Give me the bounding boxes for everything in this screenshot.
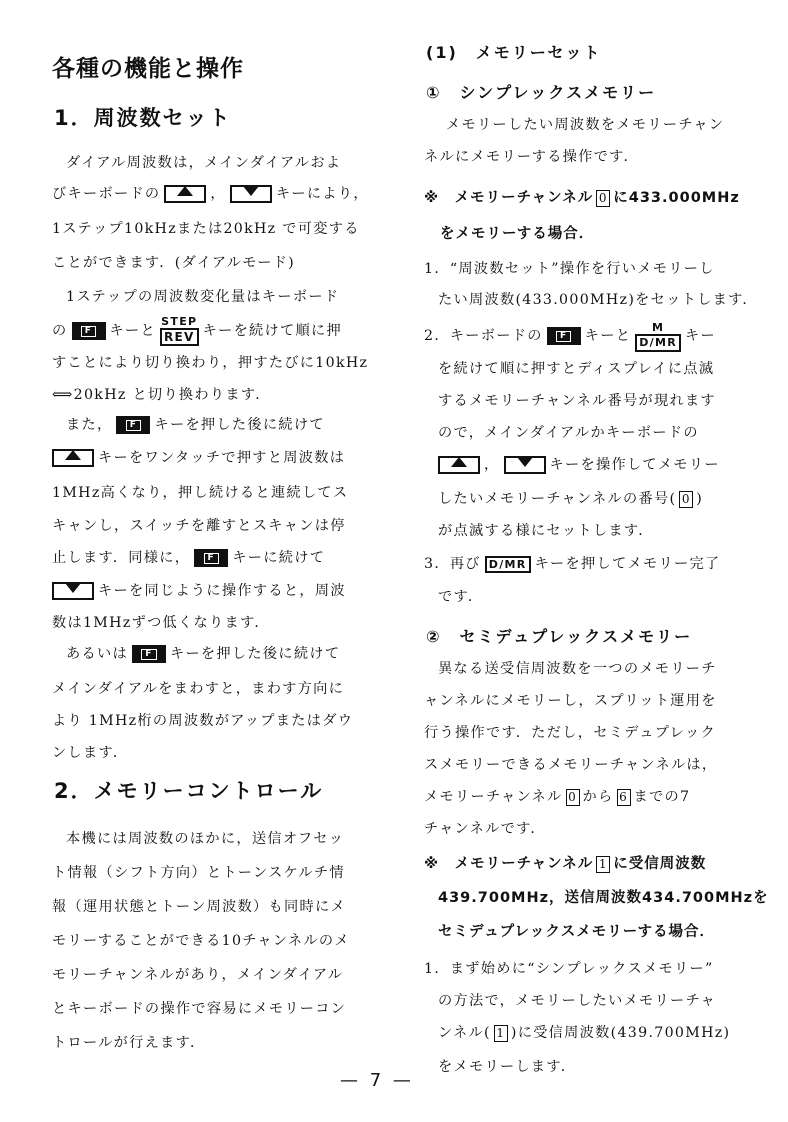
up-key xyxy=(164,185,206,203)
text-line: たい周波数(433.000MHz)をセットします． xyxy=(438,292,758,308)
note-line: ※ メモリーチャンネル 1 に受信周波数 xyxy=(424,856,707,872)
text-line: あるいは F キーを押した後に続けて xyxy=(66,646,341,662)
text-line: ンします． xyxy=(52,745,129,761)
text-line: です． xyxy=(438,589,484,605)
note-line: 439.700MHz，送信周波数434.700MHzを xyxy=(438,890,769,906)
text-line: キーをワンタッチで押すと周波数は xyxy=(52,447,345,467)
text-line: ことができます．(ダイアルモード) xyxy=(52,255,296,271)
text-line: また， F キーを押した後に続けて xyxy=(66,417,325,433)
f-key: F xyxy=(194,549,228,567)
dmr-key: D/MR xyxy=(485,556,531,573)
text-line: 止します．同様に， F キーに続けて xyxy=(52,550,326,566)
f-key: F xyxy=(116,416,150,434)
text-line: 3．再び D/MR キーを押してメモリー完了 xyxy=(424,556,721,572)
section1-heading: 1．周波数セット xyxy=(54,106,232,130)
text-line: するメモリーチャンネル番号が現れます xyxy=(438,393,716,409)
text-line: の F キーと STEP REV キーを続けて順に押 xyxy=(52,315,342,344)
down-arrow-icon xyxy=(65,583,81,593)
text-line: が点滅する様にセットします． xyxy=(438,523,654,539)
text-line: メインダイアルをまわすと，まわす方向に xyxy=(52,681,345,697)
text-line: すことにより切り換わり，押すたびに10kHz xyxy=(52,355,369,371)
text-line: ダイアル周波数は，メインダイアルおよ xyxy=(66,155,342,171)
text-line: ので，メインダイアルかキーボードの xyxy=(438,425,699,441)
text-line: ⟺20kHz と切り換わります． xyxy=(52,387,271,403)
text-line: 本機には周波数のほかに，送信オフセッ xyxy=(66,831,345,847)
text-line: 異なる送受信周波数を一つのメモリーチ xyxy=(438,661,717,677)
down-arrow-icon xyxy=(517,457,533,467)
text-line: の方法で，メモリーしたいメモリーチャ xyxy=(438,993,717,1009)
page-title: 各種の機能と操作 xyxy=(52,56,244,82)
up-arrow-icon xyxy=(65,450,81,460)
text-line: を続けて順に押すとディスプレイに点滅 xyxy=(438,361,715,377)
text-line: ャンネルにメモリーし，スプリット運用を xyxy=(424,693,717,709)
m-dmr-key: $\frac{M}{D/MR}$ xyxy=(635,322,681,352)
text-line: 2．キーボードの F キーと $\frac{M}{D/MR}$ キー xyxy=(424,322,716,352)
text-line: ンネル( 1 )に受信周波数(439.700MHz) xyxy=(438,1025,731,1041)
up-arrow-icon xyxy=(451,457,467,467)
text-line: 数は1MHzずつ低くなります． xyxy=(52,615,270,631)
text-line: メモリーしたい周波数をメモリーチャン xyxy=(446,117,725,133)
text-line: ネルにメモリーする操作です． xyxy=(424,149,639,165)
down-arrow-icon xyxy=(243,186,259,196)
section2-heading: 2．メモリーコントロール xyxy=(54,779,324,803)
text-line: モリーすることができる10チャンネルのメ xyxy=(52,933,350,949)
text-line: キャンし，スイッチを離すとスキャンは停 xyxy=(52,518,346,534)
note-line: セミデュプレックスメモリーする場合． xyxy=(438,924,715,940)
text-line: キーを同じように操作すると，周波 xyxy=(52,580,346,600)
step-rev-key: STEP REV xyxy=(161,315,198,344)
up-key xyxy=(52,449,94,467)
simplex-heading: ① シンプレックスメモリー xyxy=(426,83,657,102)
text-line: スメモリーできるメモリーチャンネルは， xyxy=(424,757,718,773)
text-line: 行う操作です．ただし，セミデュプレック xyxy=(424,725,716,741)
text-line: ， キーを操作してメモリー xyxy=(438,454,720,474)
text-line: 1ステップの周波数変化量はキーボード xyxy=(66,289,340,305)
channel-0-key: 0 xyxy=(566,789,580,806)
channel-0-key: 0 xyxy=(679,491,693,508)
down-key xyxy=(230,185,272,203)
f-key: F xyxy=(547,327,581,345)
channel-6-key: 6 xyxy=(617,789,631,806)
text-line: 1ステップ10kHzまたは20kHz で可変する xyxy=(52,221,360,237)
note-line: をメモリーする場合． xyxy=(440,226,595,242)
f-key: F xyxy=(72,322,106,340)
text-line: トロールが行えます． xyxy=(52,1035,206,1051)
text-line: 報（運用状態とトーン周波数）も同時にメ xyxy=(52,899,346,915)
text-line: より 1MHz桁の周波数がアップまたはダウ xyxy=(52,713,354,729)
text-line: とキーボードの操作で容易にメモリーコン xyxy=(52,1001,347,1017)
memory-set-heading: (1) メモリーセット xyxy=(426,43,602,62)
text-line: ト情報（シフト方向）とトーンスケルチ情 xyxy=(52,865,345,881)
channel-1-key: 1 xyxy=(596,856,610,873)
up-key xyxy=(438,456,480,474)
text-line: びキーボードの ， キーにより， xyxy=(52,186,369,202)
text-line: 1．まず始めに“シンプレックスメモリー” xyxy=(424,961,714,977)
down-key xyxy=(52,582,94,600)
text-line: をメモリーします． xyxy=(438,1059,577,1075)
text-line: メモリーチャンネル 0 から 6 までの7 xyxy=(424,789,691,805)
channel-1-key: 1 xyxy=(494,1025,508,1042)
semi-duplex-heading: ② セミデュプレックスメモリー xyxy=(426,627,693,646)
text-line: 1．“周波数セット”操作を行いメモリーし xyxy=(424,261,715,277)
page-number: — 7 — xyxy=(340,1070,414,1091)
up-arrow-icon xyxy=(177,186,193,196)
text-line: 1MHz高くなり，押し続けると連続してス xyxy=(52,485,349,501)
channel-0-key: 0 xyxy=(596,190,610,207)
text-line: したいメモリーチャンネルの番号( 0 ) xyxy=(438,491,704,507)
down-key xyxy=(504,456,546,474)
text-line: モリーチャンネルがあり，メインダイアル xyxy=(52,967,344,983)
text-line: チャンネルです． xyxy=(424,821,546,837)
note-line: ※ メモリーチャンネル 0 に433.000MHz xyxy=(424,190,740,206)
f-key: F xyxy=(132,645,166,663)
